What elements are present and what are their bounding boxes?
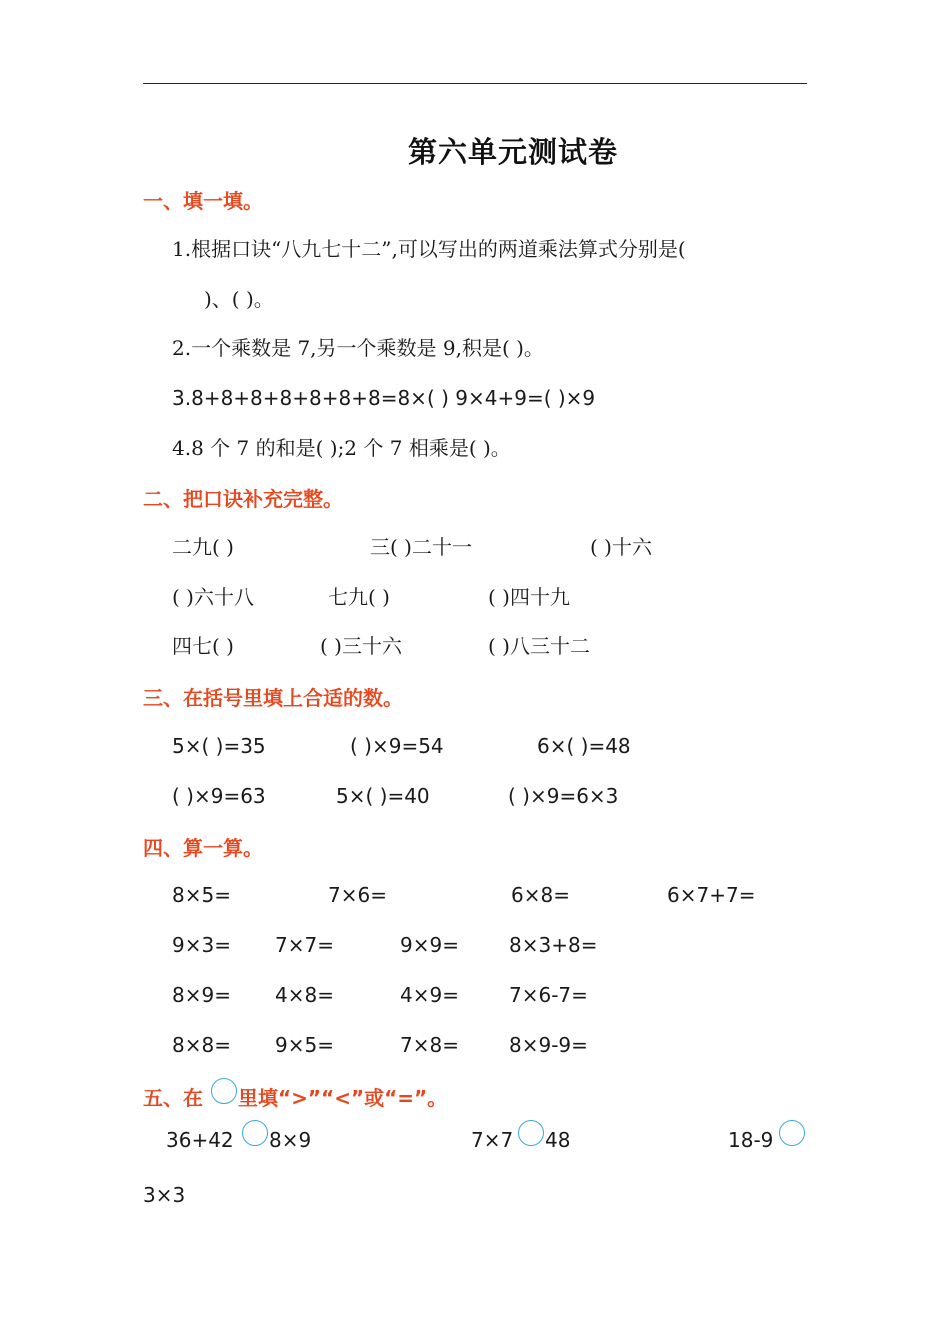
calc-item: 8×5= <box>172 883 231 907</box>
calc-item: 6×7+7= <box>667 883 756 907</box>
question-1-line-1: 1.根据口诀“八九七十二”,可以写出的两道乘法算式分别是( <box>172 237 686 261</box>
compare-right: 8×9 <box>269 1128 312 1152</box>
compare-circle-icon[interactable] <box>518 1120 544 1146</box>
calc-item: 9×5= <box>275 1033 334 1057</box>
mantra-item: 四七( ) <box>172 634 234 658</box>
fill-item: 6×( )=48 <box>537 734 631 758</box>
compare-circle-icon[interactable] <box>242 1120 268 1146</box>
mantra-item: ( )六十八 <box>172 585 254 609</box>
fill-item: ( )×9=54 <box>350 734 444 758</box>
section-2-heading: 二、把口诀补充完整。 <box>143 487 343 511</box>
calc-item: 8×9-9= <box>509 1033 588 1057</box>
section-5-heading-start: 五、在 <box>143 1086 203 1110</box>
compare-left: 18-9 <box>728 1128 774 1152</box>
calc-item: 7×8= <box>400 1033 459 1057</box>
question-1-line-2: )、( )。 <box>204 287 274 311</box>
calc-item: 4×8= <box>275 983 334 1007</box>
section-5-heading-end: 里填“>”“<”或“=”。 <box>238 1086 448 1110</box>
mantra-item: ( )八三十二 <box>488 634 590 658</box>
compare-circle-icon[interactable] <box>779 1120 805 1146</box>
section-4-heading: 四、算一算。 <box>143 836 263 860</box>
calc-item: 8×3+8= <box>509 933 598 957</box>
compare-right: 48 <box>545 1128 571 1152</box>
calc-item: 9×9= <box>400 933 459 957</box>
mantra-item: ( )三十六 <box>320 634 402 658</box>
fill-item: ( )×9=63 <box>172 784 266 808</box>
compare-left: 7×7 <box>471 1128 514 1152</box>
compare-circle-icon <box>211 1078 237 1104</box>
calc-item: 6×8= <box>511 883 570 907</box>
fill-item: ( )×9=6×3 <box>508 784 619 808</box>
section-3-heading: 三、在括号里填上合适的数。 <box>143 686 403 710</box>
fill-item: 5×( )=40 <box>336 784 430 808</box>
calc-item: 7×6= <box>328 883 387 907</box>
mantra-item: 三( )二十一 <box>370 535 472 559</box>
question-4: 4.8 个 7 的和是( );2 个 7 相乘是( )。 <box>172 436 511 460</box>
fill-item: 5×( )=35 <box>172 734 266 758</box>
calc-item: 8×9= <box>172 983 231 1007</box>
mantra-item: 七九( ) <box>328 585 390 609</box>
question-3: 3.8+8+8+8+8+8+8=8×( ) 9×4+9=( )×9 <box>172 386 596 410</box>
calc-item: 4×9= <box>400 983 459 1007</box>
top-rule <box>143 83 807 84</box>
mantra-item: ( )四十九 <box>488 585 570 609</box>
mantra-item: 二九( ) <box>172 535 234 559</box>
compare-left: 36+42 <box>166 1128 234 1152</box>
section-1-heading: 一、填一填。 <box>143 189 263 213</box>
calc-item: 8×8= <box>172 1033 231 1057</box>
calc-item: 7×6-7= <box>509 983 588 1007</box>
page-title: 第六单元测试卷 <box>407 135 618 169</box>
calc-item: 7×7= <box>275 933 334 957</box>
mantra-item: ( )十六 <box>590 535 652 559</box>
question-2: 2.一个乘数是 7,另一个乘数是 9,积是( )。 <box>172 336 544 360</box>
compare-right: 3×3 <box>143 1183 186 1207</box>
calc-item: 9×3= <box>172 933 231 957</box>
